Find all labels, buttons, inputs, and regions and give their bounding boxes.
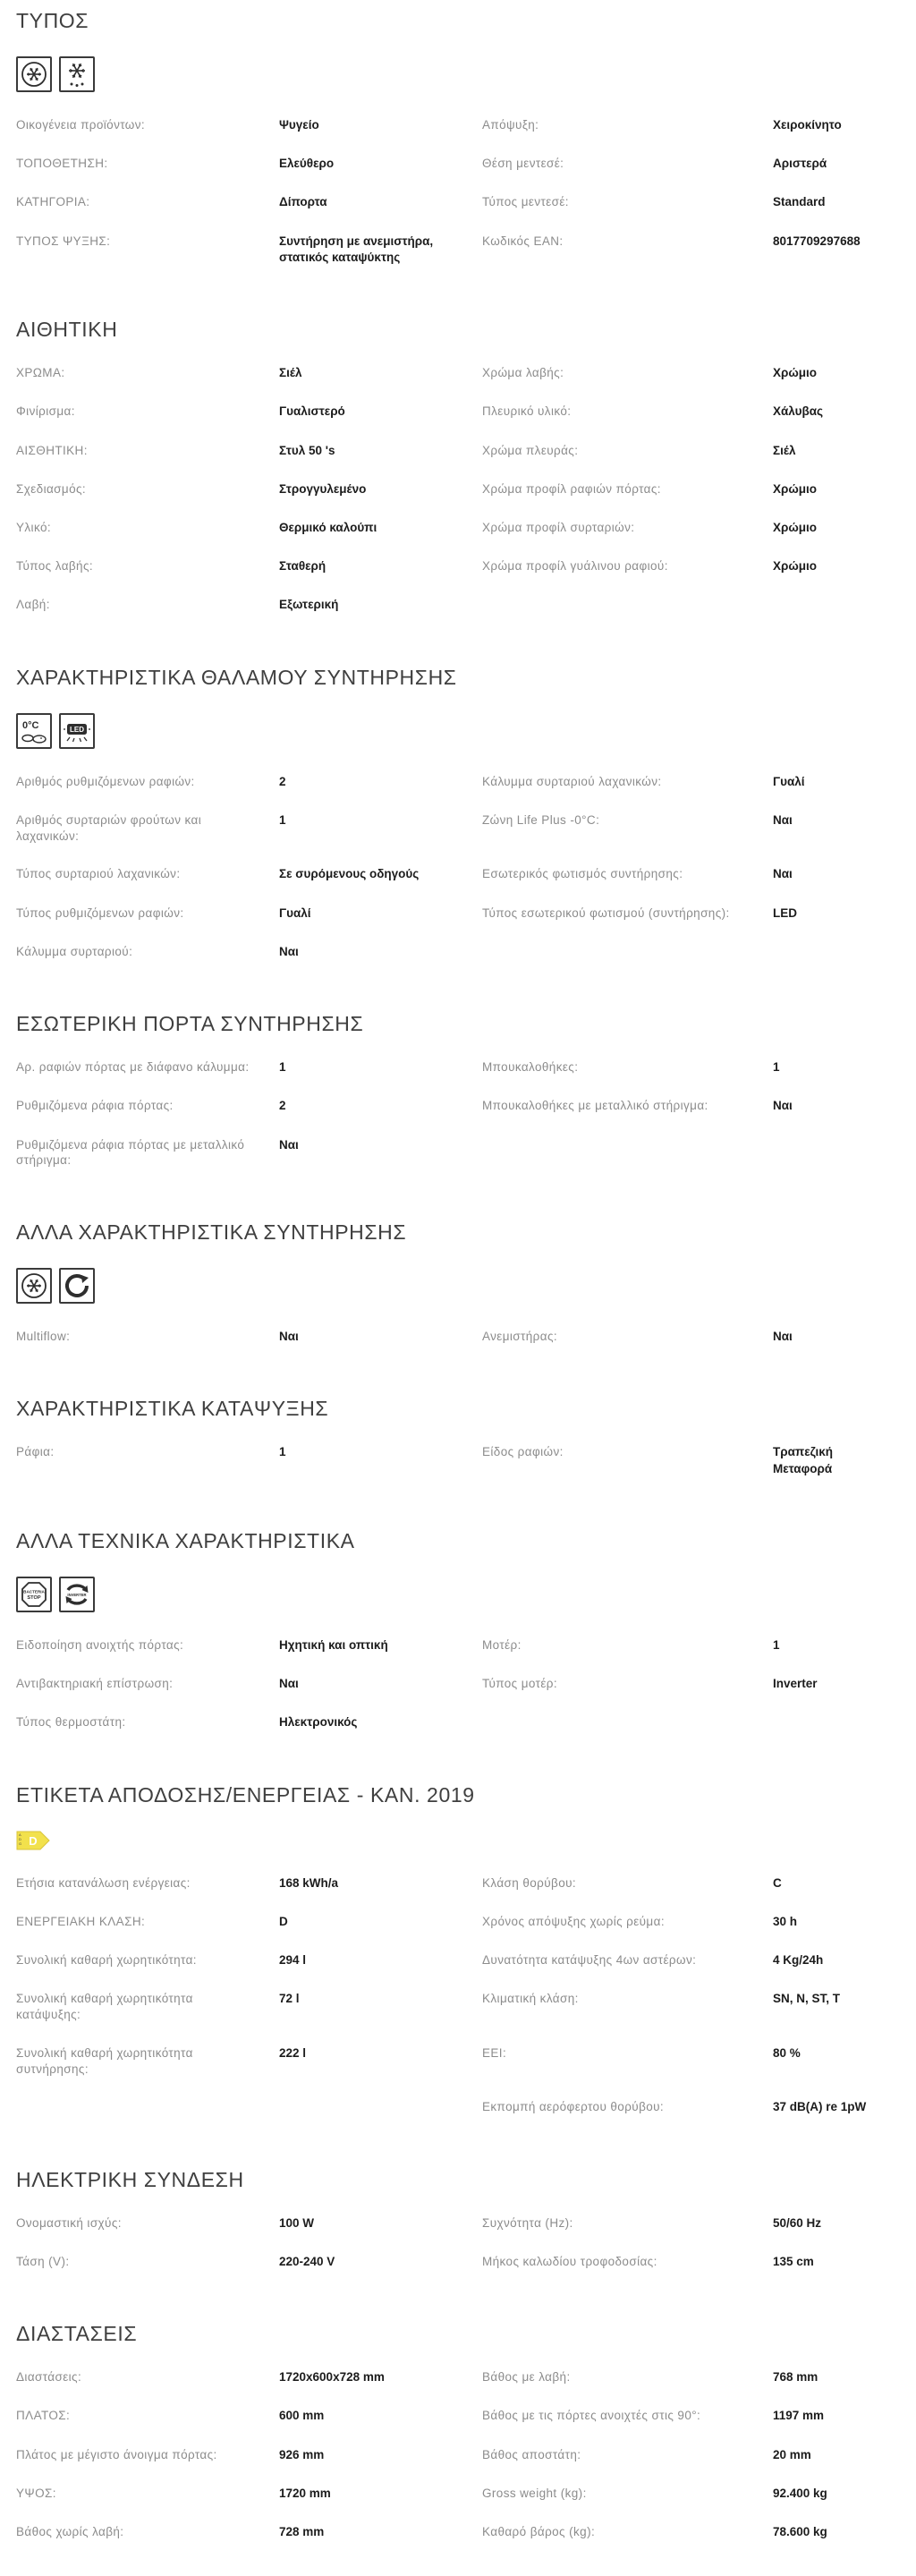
spec-value: SN, N, ST, T [773,1991,896,2007]
spec-label: Σχεδιασμός: [16,481,279,497]
spec-label: Ράφια: [16,1444,279,1460]
spec-value: 1 [279,812,482,829]
spec-label: Χρώμα πλευράς: [482,443,773,459]
spec-value: 768 mm [773,2369,896,2385]
spec-value: 100 W [279,2215,482,2232]
spec-value: Εξωτερική [279,597,482,613]
spec-value: 30 h [773,1914,896,1930]
section-esoteriki-porta [16,1012,896,1169]
spec-label: Οικογένεια προϊόντων: [16,117,279,133]
spec-value: 1720 mm [279,2486,482,2502]
spec-label: Ετήσια κατανάλωση ενέργειας: [16,1875,279,1892]
spec-label: Πλάτος με μέγιστο άνοιγμα πόρτας: [16,2447,279,2463]
section-ilektriki-syndesi [16,2168,896,2270]
section-alla-syntirisis [16,1220,896,1345]
svg-text:G: G [19,1841,21,1846]
spec-label: Ονομαστική ισχύς: [16,2215,279,2232]
spec-value: Ελεύθερο [279,156,482,172]
spec-rows [16,117,896,266]
spec-label: Κάλυμμα συρταριού: [16,944,279,960]
section-title: ΑΙΘΗΤΙΚΗ [16,318,896,342]
section-title: ΑΛΛΑ ΤΕΧΝΙΚΑ ΧΑΡΑΚΤΗΡΙΣΤΙΚΑ [16,1529,896,1553]
spec-label: ΕΝΕΡΓΕΙΑΚΗ ΚΛΑΣΗ: [16,1914,279,1930]
spec-label: ΧΡΩΜΑ: [16,365,279,381]
svg-text:STOP: STOP [27,1595,40,1601]
spec-label: Θέση μεντεσέ: [482,156,773,172]
spec-value: Σε συρόμενους οδηγούς [279,866,482,882]
spec-value: 78.600 kg [773,2524,896,2540]
spec-value: 4 Kg/24h [773,1952,896,1968]
spec-rows [16,2369,896,2540]
spec-value: 294 l [279,1952,482,1968]
spec-value: Χρώμιο [773,558,896,574]
spec-label: Μοτέρ: [482,1637,773,1654]
spec-label: Αντιβακτηριακή επίστρωση: [16,1676,279,1692]
spec-value: 92.400 kg [773,2486,896,2502]
spec-label: Βάθος χωρίς λαβή: [16,2524,279,2540]
spec-label: ΤΟΠΟΘΕΤΗΣΗ: [16,156,279,172]
spec-value: Γυαλί [279,905,482,922]
spec-label: Λαβή: [16,597,279,613]
spec-label: Εσωτερικός φωτισμός συντήρησης: [482,866,773,882]
spec-value: Ναι [279,944,482,960]
spec-value: 2 [279,774,482,790]
spec-label: Μπουκαλοθήκες: [482,1059,773,1075]
spec-value: Γυαλί [773,774,896,790]
spec-label: Ειδοποίηση ανοιχτής πόρτας: [16,1637,279,1654]
spec-rows [16,2215,896,2270]
spec-label: Τύπος μεντεσέ: [482,194,773,210]
spec-value: D [279,1914,482,1930]
spec-label: Διαστάσεις: [16,2369,279,2385]
fan-cooling-icon [16,56,52,92]
spec-rows [16,1637,896,1731]
spec-value: Στρογγυλεμένο [279,481,482,497]
section-title: ΤΥΠΟΣ [16,9,896,33]
section-etiketa-energeias [16,1783,896,2116]
spec-label: Κλιματική κλάση: [482,1991,773,2007]
spec-value: 728 mm [279,2524,482,2540]
spec-value: 2 [279,1098,482,1114]
feature-icons [16,1831,896,1850]
spec-value: 72 l [279,1991,482,2007]
section-diastaseis [16,2322,896,2540]
spec-value: 135 cm [773,2254,896,2270]
spec-value: 1 [773,1637,896,1654]
feature-icons [16,56,896,92]
spec-value: Αριστερά [773,156,896,172]
spec-label: Φινίρισμα: [16,404,279,420]
energy-class-d-label-icon [16,1831,52,1850]
static-freezer-icon [59,56,95,92]
spec-label: Χρώμα προφίλ γυάλινου ραφιού: [482,558,773,574]
spec-label: Ρυθμιζόμενα ράφια πόρτας με μεταλλικό στήριγμα: [16,1137,279,1169]
spec-value: 1720x600x728 mm [279,2369,482,2385]
spec-value: Ναι [279,1676,482,1692]
spec-value: Ψυγείο [279,117,482,133]
spec-value: Χρώμιο [773,365,896,381]
section-aisthitiki [16,318,896,614]
section-title: ΧΑΡΑΚΤΗΡΙΣΤΙΚΑ ΚΑΤΑΨΥΞΗΣ [16,1397,896,1421]
spec-rows [16,1875,896,2116]
spec-label: ΠΛΑΤΟΣ: [16,2408,279,2424]
spec-value: Τραπεζική Μεταφορά [773,1444,896,1476]
spec-label: Εκπομπή αερόφερτου θορύβου: [482,2099,773,2115]
spec-value: Χάλυβας [773,404,896,420]
svg-text:INVERTER: INVERTER [67,1593,86,1597]
spec-value: Inverter [773,1676,896,1692]
spec-label: Τύπος λαβής: [16,558,279,574]
spec-value: Ναι [279,1329,482,1345]
spec-label: Συνολική καθαρή χωρητικότητα κατάψυξης: [16,1991,279,2023]
zero-degree-zone-icon [16,713,52,749]
spec-value: C [773,1875,896,1892]
section-title: ΔΙΑΣΤΑΣΕΙΣ [16,2322,896,2346]
spec-value: Σιέλ [279,365,482,381]
spec-label: Κλάση θορύβου: [482,1875,773,1892]
spec-value: 20 mm [773,2447,896,2463]
spec-label: Μπουκαλοθήκες με μεταλλικό στήριγμα: [482,1098,773,1114]
spec-label: EEI: [482,2045,773,2062]
spec-label: Κωδικός EAN: [482,234,773,250]
spec-label: Είδος ραφιών: [482,1444,773,1460]
spec-value: 50/60 Hz [773,2215,896,2232]
svg-text:D: D [29,1834,37,1848]
spec-value: Στυλ 50 's [279,443,482,459]
feature-icons [16,1577,896,1612]
spec-value: 1 [773,1059,896,1075]
spec-value: Ναι [773,866,896,882]
spec-rows [16,1444,896,1476]
spec-label: Αρ. ραφιών πόρτας με διάφανο κάλυμμα: [16,1059,279,1075]
spec-label: Συνολική καθαρή χωρητικότητα συτνήρησης: [16,2045,279,2078]
spec-label: Αριθμός ρυθμιζόμενων ραφιών: [16,774,279,790]
spec-label: Ρυθμιζόμενα ράφια πόρτας: [16,1098,279,1114]
spec-label: Απόψυξη: [482,117,773,133]
spec-rows [16,1059,896,1169]
spec-value: Ηχητική και οπτική [279,1637,482,1654]
section-title: ΕΤΙΚΕΤΑ ΑΠΟΔΟΣΗΣ/ΕΝΕΡΓΕΙΑΣ - ΚΑΝ. 2019 [16,1783,896,1807]
spec-value: 220-240 V [279,2254,482,2270]
spec-value: 37 dB(A) re 1pW [773,2099,896,2115]
section-alla-texnika [16,1529,896,1731]
led-light-icon [59,713,95,749]
spec-label: Τάση (V): [16,2254,279,2270]
spec-label: Υλικό: [16,520,279,536]
spec-label: Μήκος καλωδίου τροφοδοσίας: [482,2254,773,2270]
spec-value: 222 l [279,2045,482,2062]
spec-label: Καθαρό βάρος (kg): [482,2524,773,2540]
spec-value: 168 kWh/a [279,1875,482,1892]
spec-label: Τύπος ρυθμιζόμενων ραφιών: [16,905,279,922]
spec-value: Ναι [279,1137,482,1153]
spec-label: Δυνατότητα κατάψυξης 4ων αστέρων: [482,1952,773,1968]
spec-value: Χρώμιο [773,520,896,536]
multiflow-icon [16,1268,52,1304]
spec-label: ΥΨΟΣ: [16,2486,279,2502]
spec-value: Σιέλ [773,443,896,459]
svg-text:0°C: 0°C [22,720,39,731]
spec-rows [16,1329,896,1345]
spec-label: Βάθος με λαβή: [482,2369,773,2385]
spec-value: Ναι [773,1098,896,1114]
section-katapsyxis [16,1397,896,1476]
spec-label: Πλευρικό υλικό: [482,404,773,420]
spec-value: 926 mm [279,2447,482,2463]
section-title: ΑΛΛΑ ΧΑΡΑΚΤΗΡΙΣΤΙΚΑ ΣΥΝΤΗΡΗΣΗΣ [16,1220,896,1245]
bacteria-stop-icon [16,1577,52,1612]
feature-icons [16,1268,896,1304]
spec-value: 80 % [773,2045,896,2062]
spec-label: ΑΙΣΘΗΤΙΚΗ: [16,443,279,459]
spec-label: Χρώμα προφίλ ραφιών πόρτας: [482,481,773,497]
spec-value: Standard [773,194,896,210]
svg-text:A: A [19,1832,21,1837]
svg-text:BACTERIA: BACTERIA [23,1589,45,1594]
svg-text:LED: LED [70,726,84,734]
spec-label: Συνολική καθαρή χωρητικότητα: [16,1952,279,1968]
section-title: ΧΑΡΑΚΤΗΡΙΣΤΙΚΑ ΘΑΛΑΜΟΥ ΣΥΝΤΗΡΗΣΗΣ [16,666,896,690]
fan-circulation-icon [59,1268,95,1304]
spec-label: Βάθος με τις πόρτες ανοιχτές στις 90°: [482,2408,773,2424]
spec-value: Χρώμιο [773,481,896,497]
spec-rows [16,774,896,961]
spec-value: Δίπορτα [279,194,482,210]
spec-value: Γυαλιστερό [279,404,482,420]
spec-value: Σταθερή [279,558,482,574]
spec-label: ΚΑΤΗΓΟΡΙΑ: [16,194,279,210]
svg-text:D: D [19,1837,21,1841]
spec-label: Χρώμα λαβής: [482,365,773,381]
spec-label: ΤΥΠΟΣ ΨΥΞΗΣ: [16,234,279,250]
spec-value: Θερμικό καλούπι [279,520,482,536]
spec-label: Multiflow: [16,1329,279,1345]
spec-label: Χρόνος απόψυξης χωρίς ρεύμα: [482,1914,773,1930]
spec-label: Βάθος αποστάτη: [482,2447,773,2463]
spec-rows [16,365,896,614]
spec-label: Τύπος μοτέρ: [482,1676,773,1692]
section-title: ΕΣΩΤΕΡΙΚΗ ΠΟΡΤΑ ΣΥΝΤΗΡΗΣΗΣ [16,1012,896,1036]
spec-label: Χρώμα προφίλ συρταριών: [482,520,773,536]
spec-value: Συντήρηση με ανεμιστήρα, στατικός καταψύκτης [279,234,482,266]
spec-label: Ζώνη Life Plus -0°C: [482,812,773,829]
section-title: ΗΛΕΚΤΡΙΚΗ ΣΥΝΔΕΣΗ [16,2168,896,2192]
spec-value: 8017709297688 [773,234,896,250]
spec-label: Ανεμιστήρας: [482,1329,773,1345]
spec-value: 600 mm [279,2408,482,2424]
spec-label: Τύπος θερμοστάτη: [16,1714,279,1730]
spec-value: Ναι [773,1329,896,1345]
section-thalamos-syntirisis [16,666,896,961]
spec-label: Κάλυμμα συρταριού λαχανικών: [482,774,773,790]
spec-value: 1197 mm [773,2408,896,2424]
spec-value: 1 [279,1059,482,1075]
spec-label: Συχνότητα (Hz): [482,2215,773,2232]
spec-value: Ναι [773,812,896,829]
spec-label: Τύπος συρταριού λαχανικών: [16,866,279,882]
feature-icons [16,713,896,749]
spec-value: 1 [279,1444,482,1460]
spec-value: Χειροκίνητο [773,117,896,133]
spec-label: Gross weight (kg): [482,2486,773,2502]
spec-value: LED [773,905,896,922]
spec-label: Τύπος εσωτερικού φωτισμού (συντήρησης): [482,905,773,922]
inverter-icon [59,1577,95,1612]
spec-label: Αριθμός συρταριών φρούτων και λαχανικών: [16,812,279,845]
section-typos [16,9,896,266]
spec-value: Ηλεκτρονικός [279,1714,482,1730]
